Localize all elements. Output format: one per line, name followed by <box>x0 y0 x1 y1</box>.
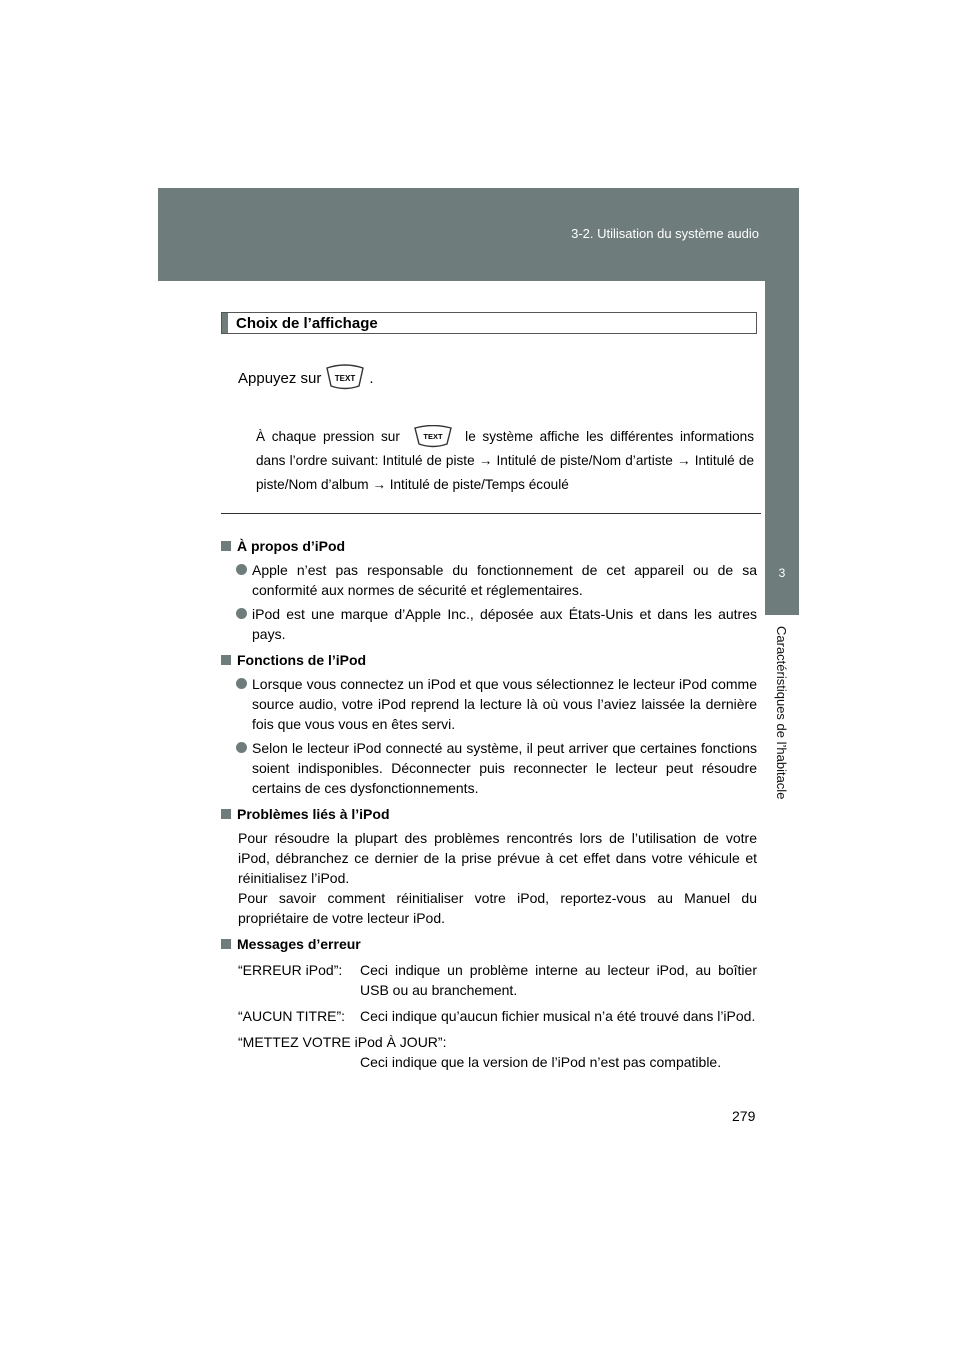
about-heading-text: À propos d’iPod <box>237 538 346 554</box>
functions-heading-text: Fonctions de l’iPod <box>237 652 367 668</box>
list-item <box>221 560 757 600</box>
main-content <box>221 530 757 1072</box>
problems-paragraph-2: Pour savoir comment réinitialiser votre iPod, reportez-vous au Manuel du propriétaire de votre lecteur iPod. <box>238 890 757 926</box>
error-message-key: “AUCUN TITRE”: <box>238 1008 346 1024</box>
list-item-text: iPod est une marque d’Apple Inc., déposée aux États-Unis et dans les autres pays. <box>252 606 757 642</box>
square-bullet-icon <box>221 939 231 949</box>
list-item <box>221 738 757 798</box>
instruction-after: . <box>369 369 374 387</box>
errors-heading-text: Messages d’erreur <box>237 936 361 952</box>
error-message-value: Ceci indique un problème interne au lecteur iPod, au boîtier USB ou au branchement. <box>360 962 757 998</box>
list-item <box>221 604 757 644</box>
text-button-icon <box>325 364 365 392</box>
side-tab-top <box>765 281 799 532</box>
header-band <box>158 188 799 281</box>
list-item-text: Selon le lecteur iPod connecté au système, il peut arriver que certaines fonctions soient indisponibles. Déconnecter puis reconnecter le lecteur peut résoudre certains de ces dysfonctionnements. <box>252 740 757 796</box>
about-heading <box>221 536 757 556</box>
error-message-row <box>221 1032 757 1072</box>
error-message-key: “ERREUR iPod”: <box>238 962 343 978</box>
problems-paragraph-1: Pour résoudre la plupart des problèmes rencontrés lors de l’utilisation de votre iPod, débranchez ce dernier de la prise prévue à cet effet dans votre véhicule et réinitialisez l’iPod. <box>238 830 757 886</box>
problems-heading-text: Problèmes liés à l’iPod <box>237 806 390 822</box>
section-title: Choix de l’affichage <box>236 314 378 332</box>
side-tab-number: 3 <box>765 532 799 615</box>
problems-paragraph <box>221 828 757 928</box>
error-message-value: Ceci indique que la version de l’iPod n’est pas compatible. <box>360 1054 722 1070</box>
page-number: 279 <box>732 1108 756 1124</box>
circle-bullet-icon <box>236 608 247 619</box>
circle-bullet-icon <box>236 678 247 689</box>
instruction-before: Appuyez sur <box>238 369 322 387</box>
error-message-key: “METTEZ VOTRE iPod À JOUR”: <box>238 1034 447 1050</box>
description <box>256 425 754 497</box>
description-part2: le système affiche les différentes informations dans l’ordre suivant: Intitulé de piste → Intitulé de piste/Nom d’artiste → Intitulé de piste/Nom d’album → Intitulé de piste/Temps écoulé <box>256 429 755 493</box>
circle-bullet-icon <box>236 564 247 575</box>
circle-bullet-icon <box>236 742 247 753</box>
section-header <box>221 312 757 334</box>
square-bullet-icon <box>221 541 231 551</box>
list-item-text: Apple n’est pas responsable du fonctionnement de cet appareil ou de sa conformité aux normes de sécurité et réglementaires. <box>252 562 757 598</box>
error-message-row <box>221 960 757 1000</box>
list-item <box>221 674 757 734</box>
description-part1: À chaque pression sur <box>256 429 400 444</box>
text-button-icon-inline <box>413 425 453 449</box>
problems-heading <box>221 804 757 824</box>
square-bullet-icon <box>221 809 231 819</box>
error-message-value: Ceci indique qu’aucun fichier musical n’a été trouvé dans l’iPod. <box>360 1008 756 1024</box>
text-button-icon-label: TEXT <box>335 374 356 383</box>
errors-heading <box>221 934 757 954</box>
side-tab-label <box>765 626 799 836</box>
functions-heading <box>221 650 757 670</box>
error-message-row <box>221 1006 757 1026</box>
divider <box>221 513 761 514</box>
chapter-title: 3-2. Utilisation du système audio <box>571 226 759 241</box>
list-item-text: Lorsque vous connectez un iPod et que vous sélectionnez le lecteur iPod comme source audio, votre iPod reprend la lecture là où vous l’aviez laissée la dernière fois que vous vous en êtes servi. <box>252 676 757 732</box>
instruction-line <box>238 364 374 392</box>
section-header-bar <box>222 313 228 333</box>
square-bullet-icon <box>221 655 231 665</box>
side-tab-label-text: Caractéristiques de l’habitacle <box>774 626 789 800</box>
text-button-icon-inline-label: TEXT <box>422 432 443 442</box>
